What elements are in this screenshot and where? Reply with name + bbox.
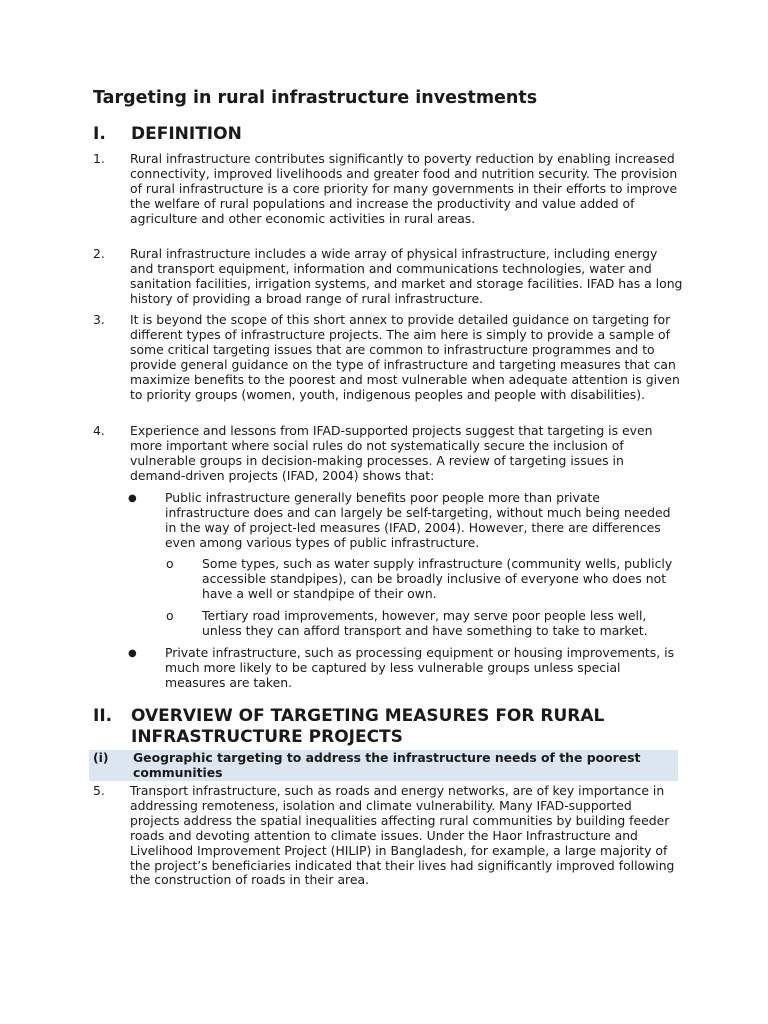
paragraph-number: 4. <box>93 423 105 438</box>
paragraph-text: Rural infrastructure includes a wide array of physical infrastructure, including energy and transport equipment, information and communications technologies, water and sanitation facilities, irrigation systems, and market and storage facilities. IFAD has a long history of providing a broad range of rural infrastructure. <box>130 246 683 306</box>
paragraph-number: 5. <box>93 783 105 798</box>
section-heading-overview <box>93 706 691 748</box>
section-number: II. <box>93 706 113 726</box>
sub-bullet-item <box>166 557 683 602</box>
paragraph-text: Rural infrastructure contributes significantly to poverty reduction by enabling increased connectivity, improved livelihoods and greater food and nutrition security. The provision of rural infrastructure is a core priority for many governments in their efforts to improve the welfare of rural populations and increase the productivity and value added of agriculture and other economic activities in rural areas. <box>130 151 678 226</box>
section-title: OVERVIEW OF TARGETING MEASURES FOR RURAL INFRASTRUCTURE PROJECTS <box>131 706 605 747</box>
paragraph-text: Transport infrastructure, such as roads and energy networks, are of key importance in addressing remoteness, isolation and climate vulnerability. Many IFAD-supported projects address the spatial inequalities affecting rural communities by building feeder roads and devoting attention to climate issues. Under the Haor Infrastructure and Livelihood Improvement Project (HILIP) in Bangladesh, for example, a large majority of the project’s beneficiaries indicated that their lives had significantly improved following the construction of roads in their area. <box>130 783 675 888</box>
subsection-number: (i) <box>93 750 109 765</box>
paragraph-number: 3. <box>93 312 105 327</box>
bullet-item <box>128 646 683 691</box>
bullet-item <box>128 491 683 551</box>
bullet-icon: ● <box>128 493 137 504</box>
document-title: Targeting in rural infrastructure investments <box>93 88 538 108</box>
bullet-icon: ● <box>128 648 137 659</box>
paragraph-3 <box>93 313 683 402</box>
subsection-title: Geographic targeting to address the infrastructure needs of the poorest communities <box>133 750 641 780</box>
section-number: I. <box>93 124 106 144</box>
bullet-text: Private infrastructure, such as processing equipment or housing improvements, is much more likely to be captured by less vulnerable groups unless special measures are taken. <box>165 645 675 690</box>
paragraph-4 <box>93 424 683 484</box>
paragraph-number: 2. <box>93 246 105 261</box>
paragraph-2 <box>93 247 683 307</box>
sub-bullet-icon: o <box>166 608 174 623</box>
paragraph-1 <box>93 152 683 227</box>
sub-bullet-item <box>166 609 683 639</box>
sub-bullet-icon: o <box>166 556 174 571</box>
sub-bullet-text: Some types, such as water supply infrastructure (community wells, publicly accessible standpipes), can be broadly inclusive of everyone who does not have a well or standpipe of their own. <box>202 556 673 601</box>
paragraph-number: 1. <box>93 151 105 166</box>
bullet-text: Public infrastructure generally benefits poor people more than private infrastructure does and can largely be self-targeting, without much being needed in the way of project-led measures (IFAD, 2004). However, there are differences even among various types of public infrastructure. <box>165 490 671 550</box>
sub-bullet-text: Tertiary road improvements, however, may serve poor people less well, unless they can afford transport and have something to take to market. <box>202 608 648 638</box>
paragraph-5 <box>93 784 683 888</box>
section-heading-definition <box>93 124 691 145</box>
subsection-heading <box>89 750 678 781</box>
section-title: DEFINITION <box>131 124 242 144</box>
paragraph-text: Experience and lessons from IFAD-supported projects suggest that targeting is even more important where social rules do not systematically secure the inclusion of vulnerable groups in decision-making processes. A review of targeting issues in demand-driven projects (IFAD, 2004) shows that: <box>130 423 653 483</box>
paragraph-text: It is beyond the scope of this short annex to provide detailed guidance on targeting for different types of infrastructure projects. The aim here is simply to provide a sample of some critical targeting issues that are common to infrastructure programmes and to provide general guidance on the type of infrastructure and targeting measures that can maximize benefits to the poorest and most vulnerable when adequate attention is given to priority groups (women, youth, indigenous peoples and people with disabilities). <box>130 312 680 402</box>
